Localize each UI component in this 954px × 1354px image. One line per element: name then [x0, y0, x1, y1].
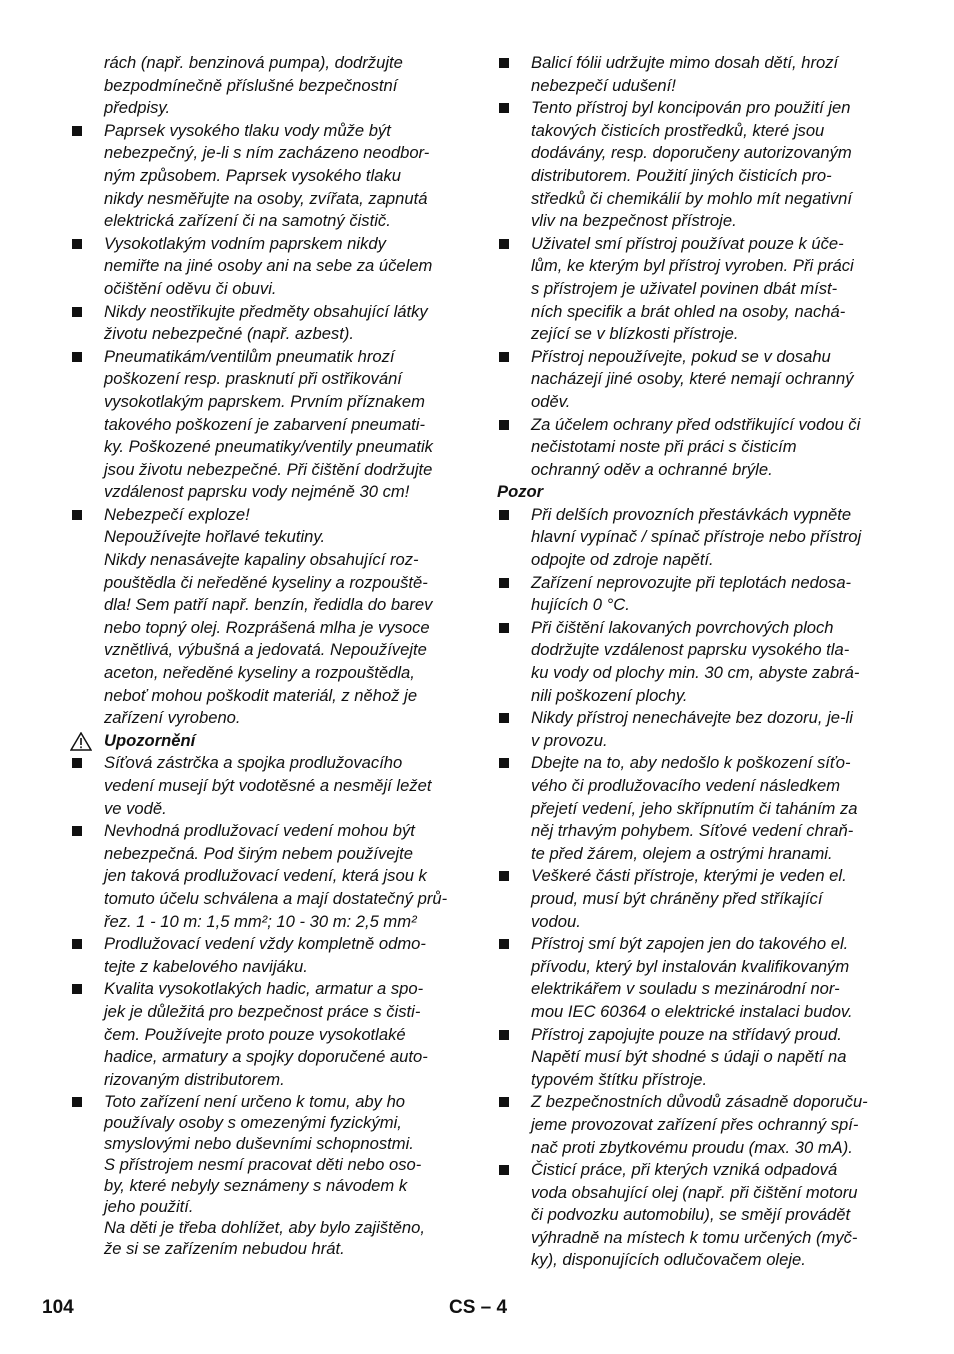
list-item	[497, 414, 892, 482]
text-line: Pneumatikám/ventilům pneumatik hrozí	[104, 346, 395, 366]
text-line: Za účelem ochrany před odstřikující vodou či	[531, 414, 861, 434]
text-line: v provozu.	[531, 730, 608, 750]
text-line: Nevhodná prodlužovací vedení mohou být	[104, 821, 415, 841]
list-item	[497, 97, 892, 233]
text-line: tejte z kabelového navijáku.	[104, 956, 308, 976]
text-line: Na děti je třeba dohlížet, aby bylo zajištěno,	[104, 1218, 426, 1238]
text-line: lům, ke kterým byl přístroj vyroben. Při práci	[531, 256, 854, 276]
right-column	[497, 52, 892, 1272]
list-item	[70, 301, 465, 346]
left-column	[70, 52, 465, 1259]
list-item	[497, 1159, 892, 1272]
text-line: hujících 0 °C.	[531, 595, 630, 615]
text-line: Kvalita vysokotlakých hadic, armatur a spo-	[104, 979, 424, 999]
list-item	[497, 346, 892, 414]
text-line: ky. Poškozené pneumatiky/ventily pneumatik	[104, 437, 433, 457]
text-line: používaly osoby s omezenými fyzickými,	[104, 1113, 402, 1133]
text-line: rizovaným distributorem.	[104, 1069, 285, 1089]
text-line: distributorem. Použití jiných čisticích pro-	[531, 165, 832, 185]
list-item	[497, 52, 892, 97]
list-item	[497, 504, 892, 572]
text-line: Dbejte na to, aby nedošlo k poškození síťo-	[531, 753, 851, 773]
text-line: Přístroj smí být zapojen jen do takového el.	[531, 934, 849, 954]
text-line: Balicí fólii udržujte mimo dosah dětí, hrozí	[531, 53, 839, 72]
text-line: nebezpečná. Pod širým nebem používejte	[104, 843, 414, 863]
text-line: vzdálenost paprsku vody nejméně 30 cm!	[104, 482, 410, 502]
text-line: Uživatel smí přístroj používat pouze k úče-	[531, 233, 844, 253]
text-line: vodou.	[531, 911, 581, 931]
text-line: Zařízení neprovozujte při teplotách nedosa-	[531, 572, 852, 592]
text-line: zející se v blízkosti přístroje.	[531, 324, 739, 344]
list-item	[497, 752, 892, 865]
text-line: pouštědla či neředěné kyseliny a rozpouště-	[104, 572, 428, 592]
text-line: te před žárem, olejem a ostrými hranami.	[531, 843, 833, 863]
text-line: hadice, armatury a spojky doporučené auto-	[104, 1047, 428, 1067]
text-line: Nikdy neostřikujte předměty obsahující látky	[104, 301, 428, 321]
text-line: vého či prodlužovacího vedení následkem	[531, 776, 841, 795]
warning-heading: Upozornění	[70, 730, 465, 753]
text-line: Při čištění lakovaných povrchových ploch	[531, 617, 834, 637]
text-line: Paprsek vysokého tlaku vody může být	[104, 120, 391, 140]
text-line: elektrická zařízení či na samotný čistič.	[104, 211, 391, 231]
text-line: nečistotami noste při práci s čisticím	[531, 437, 797, 457]
list-item	[497, 572, 892, 617]
text-line: Napětí musí být shodné s údaji o napětí na	[531, 1047, 847, 1067]
text-line: takového poškození je zabarvení pneumati-	[104, 414, 426, 434]
text-line: Při delších provozních přestávkách vypněte	[531, 504, 852, 524]
list-item	[70, 120, 465, 233]
list-item	[70, 933, 465, 978]
text-line: Nikdy nenasávejte kapaliny obsahující roz-	[104, 550, 419, 570]
text-line: že si se zařízením nebudou hrát.	[104, 1239, 345, 1259]
list-item	[70, 820, 465, 933]
warning-triangle-icon	[70, 732, 92, 751]
text-line: výhradně na místech k tomu určených (myč-	[531, 1227, 858, 1247]
text-line: či podvozku automobilu), se smějí provádět	[531, 1205, 851, 1225]
text-line: nacházejí jiné osoby, které nemají ochranný	[531, 369, 854, 389]
text-line: smyslovými nebo duševními schopnostmi.	[104, 1134, 414, 1154]
text-line: Tento přístroj byl koncipován pro použití jen	[531, 98, 851, 118]
text-line: Přístroj nepoužívejte, pokud se v dosahu	[531, 346, 831, 366]
text-line: dodržujte vzdálenost paprsku vysokého tla-	[531, 640, 850, 660]
text-line: Prodlužovací vedení vždy kompletně odmo-	[104, 934, 426, 954]
text-line: ku vody od plochy min. 30 cm, abyste zabrá-	[531, 663, 860, 683]
text-line: Čisticí práce, při kterých vzniká odpadová	[531, 1160, 838, 1180]
text-line: S přístrojem nesmí pracovat děti nebo oso-	[104, 1155, 422, 1175]
list-item	[70, 1091, 465, 1259]
text-line: hlavní vypínač / spínač přístroje nebo přístroj	[531, 527, 862, 547]
text-line: takových čisticích prostředků, které jsou	[531, 120, 825, 140]
text-line: nač proti zbytkovému proudu (max. 30 mA).	[531, 1137, 853, 1157]
text-line: voda obsahující olej (např. při čištění motoru	[531, 1182, 858, 1202]
text-line: tomuto účelu schválena a mají dostatečný prů-	[104, 888, 448, 908]
text-line: životu nebezpečné (např. azbest).	[104, 324, 354, 344]
section-code: CS – 4	[449, 1297, 508, 1318]
list-item	[497, 1091, 892, 1159]
list-item	[497, 933, 892, 1023]
text-line: mou IEC 60364 o elektrické instalaci budov.	[531, 1001, 853, 1021]
text-line: dodávány, resp. doporučeny autorizovaným	[531, 143, 852, 163]
list-item	[497, 617, 892, 707]
text-line: ky), disponujících odlučovačem oleje.	[531, 1250, 806, 1270]
text-line: by, které nebyly seznámeny s návodem k	[104, 1176, 408, 1196]
text-line: nemiřte na jiné osoby ani na sebe za účelem	[104, 256, 433, 276]
text-line: nebezpečný, je-li s ním zacházeno neodbor-	[104, 143, 430, 163]
text-line: ochranný oděv a ochranné brýle.	[531, 459, 773, 479]
text-line: Nebezpečí exploze!	[104, 504, 250, 524]
list-item	[497, 1024, 892, 1092]
text-line: nili poškození plochy.	[531, 685, 688, 705]
text-line: aceton, neředěné kyseliny a rozpouštědla,	[104, 663, 415, 683]
text-line: vysokotlakým paprskem. Prvním příznakem	[104, 391, 425, 411]
text-line: něj trhavým pohybem. Síťové vedení chraň-	[531, 821, 854, 841]
list-item	[497, 865, 892, 933]
text-line: Nikdy přístroj nenechávejte bez dozoru, je-li	[531, 708, 853, 728]
text-line: rách (např. benzinová pumpa), dodržujte	[104, 53, 403, 72]
text-line: bezpodmínečně příslušné bezpečnostní	[104, 75, 398, 95]
text-line: Toto zařízení není určeno k tomu, aby ho	[104, 1092, 406, 1112]
text-line: Z bezpečnostních důvodů zásadně doporuču-	[531, 1092, 868, 1112]
text-line: poškození resp. prasknutí při ostřikování	[104, 369, 402, 389]
text-line: vliv na bezpečnost přístroje.	[531, 211, 737, 231]
list-item	[70, 752, 465, 820]
text-line: neboť mohou poškodit materiál, z něhož je	[104, 685, 418, 705]
text-line: jsou životu nebezpečné. Při čištění dodržujte	[104, 459, 433, 479]
text-line: s přístrojem je uživatel povinen dbát míst-	[531, 278, 838, 298]
text-line: jeme provozovat zařízení přes ochranný spí-	[531, 1114, 859, 1134]
text-line: jek je důležitá pro bezpečnost práce s čisti-	[104, 1001, 421, 1021]
text-line: očištění oděvu či obuvi.	[104, 278, 277, 298]
text-line: Nepoužívejte hořlavé tekutiny.	[104, 527, 326, 547]
text-line: elektrikářem v souladu s mezinárodní nor-	[531, 979, 840, 999]
text-line: dla! Sem patří např. benzín, ředidla do barev	[104, 595, 433, 615]
list-item	[497, 233, 892, 346]
text-line: proud, musí být chráněny před stříkající	[531, 888, 823, 908]
text-line: typovém štítku přístroje.	[531, 1069, 708, 1089]
text-line: Přístroj zapojujte pouze na střídavý proud.	[531, 1024, 842, 1044]
caution-heading: Pozor	[497, 482, 544, 502]
text-line: zařízení vyrobeno.	[104, 708, 241, 728]
text-line: vedení musejí být vodotěsné a nesmějí ležet	[104, 776, 432, 795]
text-line: ným způsobem. Paprsek vysokého tlaku	[104, 165, 401, 185]
text-line: nikdy nesměřujte na osoby, zvířata, zapnutá	[104, 188, 428, 208]
text-line: čem. Používejte proto pouze vysokotlaké	[104, 1024, 406, 1044]
text-line: nebezpečí udušení!	[531, 75, 676, 95]
text-line: Veškeré části přístroje, kterými je veden el.	[531, 866, 847, 886]
list-item	[70, 978, 465, 1091]
text-line: Síťová zástrčka a spojka prodlužovacího	[104, 753, 403, 773]
text-line: přejetí vedení, jeho skřípnutím či taháním za	[531, 798, 858, 818]
text-line: Vysokotlakým vodním paprskem nikdy	[104, 233, 386, 253]
intro-paragraph	[70, 52, 465, 120]
text-line: přívodu, který byl instalován kvalifikovaným	[531, 956, 850, 976]
list-item	[70, 346, 465, 504]
text-line: řez. 1 - 10 m: 1,5 mm²; 10 - 30 m: 2,5 mm²	[104, 911, 417, 931]
list-item	[70, 233, 465, 301]
text-line: středků či chemikálií by mohlo mít negativní	[531, 188, 852, 208]
text-line: ních specifik a brát ohled na osoby, nachá-	[531, 301, 846, 321]
text-line: nebo topný olej. Rozprášená mlha je vysoce	[104, 617, 430, 637]
list-item	[70, 504, 465, 730]
page-number: 104	[42, 1297, 74, 1318]
text-line: ve vodě.	[104, 798, 167, 818]
text-line: jen taková prodlužovací vedení, která jsou k	[104, 866, 427, 886]
text-line: odpojte od zdroje napětí.	[531, 550, 714, 570]
text-line: předpisy.	[104, 98, 171, 118]
text-line: oděv.	[531, 391, 571, 411]
text-line: jeho použití.	[104, 1197, 194, 1217]
text-line: vznětlivá, výbušná a jedovatá. Nepoužívejte	[104, 640, 427, 660]
list-item	[497, 707, 892, 752]
